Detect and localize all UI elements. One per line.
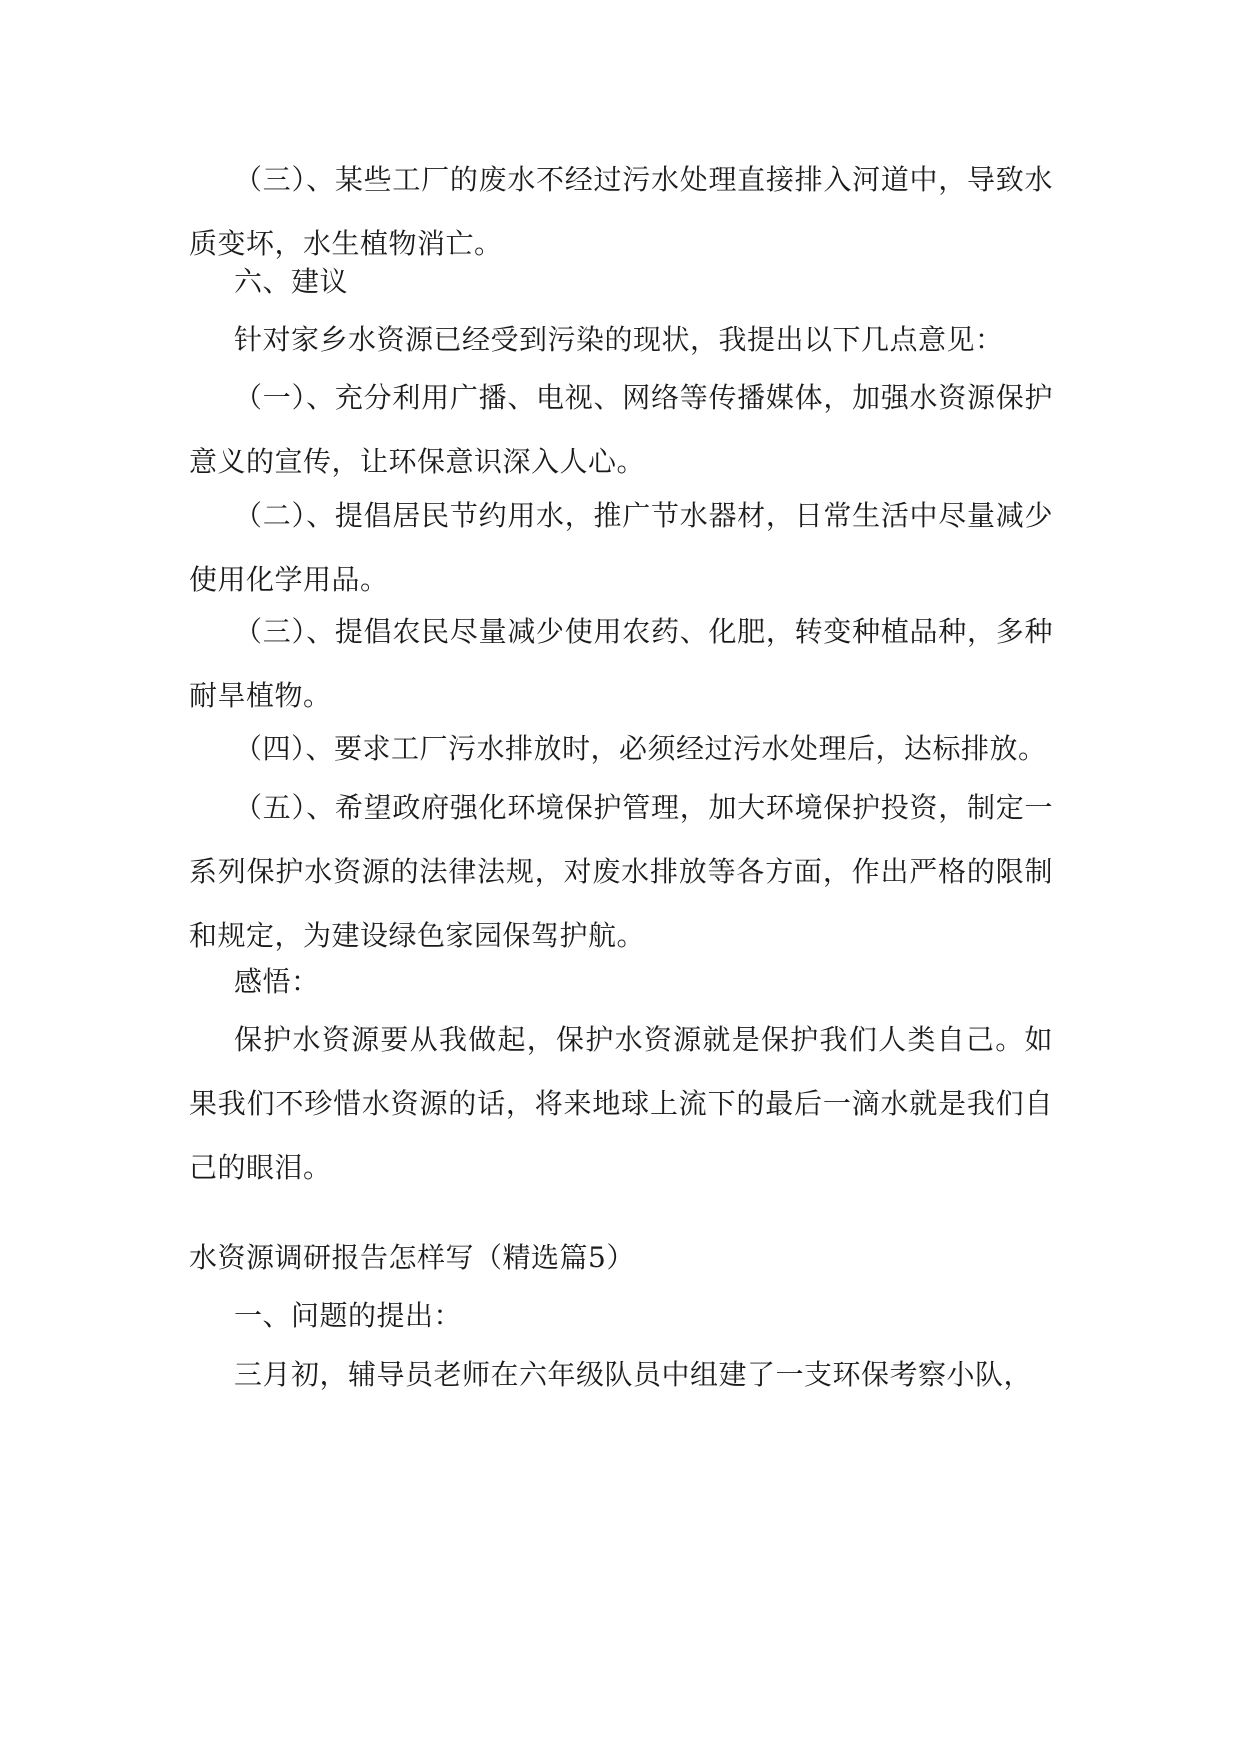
paragraph: 保护水资源要从我做起，保护水资源就是保护我们人类自己。如果我们不珍惜水资源的话，将来地球上流下的最后一滴水就是我们自己的眼泪。 xyxy=(189,1023,1053,1184)
paragraph: （三）、提倡农民尽量减少使用农药、化肥，转变种植品种，多种耐旱植物。 xyxy=(189,615,1053,712)
paragraph: 三月初，辅导员老师在六年级队员中组建了一支环保考察小队， xyxy=(234,1358,1033,1391)
paragraph: （五）、希望政府强化环境保护管理，加大环境保护投资，制定一系列保护水资源的法律法规，对废水排放等各方面，作出严格的限制和规定，为建设绿色家园保驾护航。 xyxy=(189,791,1053,952)
paragraph: 针对家乡水资源已经受到污染的现状，我提出以下几点意见： xyxy=(234,323,1004,356)
paragraph: （三）、某些工厂的废水不经过污水处理直接排入河道中，导致水质变坏，水生植物消亡。 xyxy=(189,163,1053,260)
paragraph: （二）、提倡居民节约用水，推广节水器材，日常生活中尽量减少使用化学用品。 xyxy=(189,499,1053,596)
article-title: 水资源调研报告怎样写（精选篇5） xyxy=(189,1241,635,1274)
paragraph: （四）、要求工厂污水排放时，必须经过污水处理后，达标排放。 xyxy=(234,732,1047,765)
section-heading: 一、问题的提出： xyxy=(234,1299,463,1332)
paragraph: （一）、充分利用广播、电视、网络等传播媒体，加强水资源保护意义的宣传，让环保意识深入人心。 xyxy=(189,381,1053,478)
section-heading: 感悟： xyxy=(234,965,320,998)
section-heading: 六、建议 xyxy=(234,265,349,298)
document-page xyxy=(189,0,1053,1754)
